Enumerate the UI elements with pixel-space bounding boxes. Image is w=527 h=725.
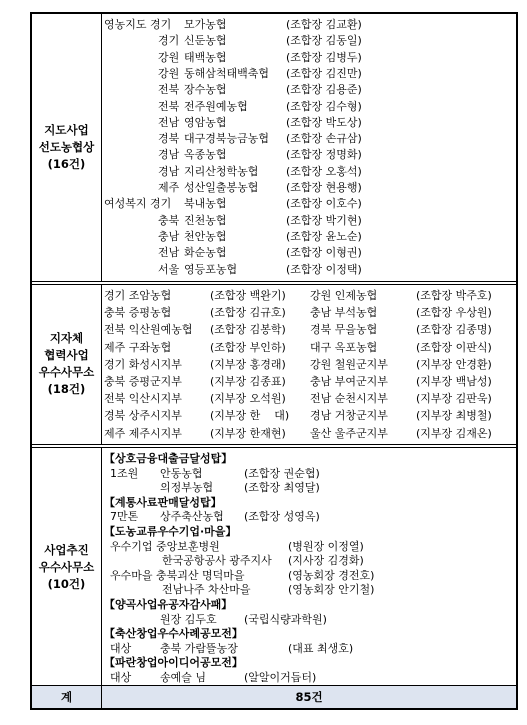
award-level: 우수마을 충북괴산 명덕마을 — [110, 568, 245, 582]
representative: (알알이거듭터) — [244, 671, 317, 684]
category-cell-local-gov — [32, 284, 102, 444]
representative: (영농회장 안기철) — [288, 583, 375, 597]
office-name: 북내농협 — [184, 197, 227, 211]
award-heading: 【상호금융대출금달성탑】 — [104, 452, 233, 465]
recipient-name: 충북 가람뜰농장 — [160, 641, 238, 655]
representative: (조합장 손규삼) — [286, 132, 362, 146]
representative: (조합장 백완기) — [210, 289, 286, 302]
representative: (조합장 우상원) — [416, 306, 492, 320]
office-name: 장수농협 — [184, 83, 227, 97]
representative: (지사장 김경화) — [288, 554, 364, 568]
representative: (조합장 부인하) — [210, 340, 286, 354]
region-label: 전북 — [158, 99, 180, 113]
office-name: 영암농협 — [184, 115, 227, 129]
representative: (지부장 최병철) — [416, 409, 492, 423]
region-label: 경북 — [158, 132, 180, 146]
total-value: 85건 — [295, 690, 323, 704]
category-line: (16건) — [47, 157, 86, 171]
region-label: 충북 — [158, 213, 180, 227]
recipient-name: 한국공항공사 광주지사 — [162, 554, 272, 568]
representative: (대표 최생호) — [288, 641, 354, 655]
office-name: 충남 부여군지부 — [310, 375, 388, 388]
office-name: 지리산청학농협 — [184, 164, 259, 178]
office-name: 경북 상주시지부 — [104, 409, 182, 423]
representative: (조합장 박주호) — [416, 289, 492, 302]
office-name: 화순농협 — [184, 246, 227, 260]
representative: (조합장 이형권) — [286, 246, 362, 260]
office-name: 대구 옥포농협 — [310, 340, 378, 354]
category-cell-guidance — [32, 14, 102, 281]
representative: (지부장 오석원) — [210, 392, 286, 406]
representative: (지부장 안경환) — [416, 357, 492, 371]
award-heading: 【양곡사업유공자감사패】 — [104, 598, 233, 611]
recipient-name: 송예슬 님 — [160, 671, 207, 684]
award-heading: 【도농교류우수기업·마을】 — [104, 525, 237, 538]
region-label: 충남 — [158, 229, 180, 243]
category-line: 협력사업 — [44, 348, 89, 362]
region-label: 전북 — [158, 83, 180, 97]
representative: (조합장 현용행) — [286, 181, 362, 194]
award-level: 1조원 — [110, 466, 139, 480]
award-level: 7만톤 — [110, 510, 139, 524]
representative: (지부장 한재현) — [210, 426, 286, 440]
office-name: 동해삼척태백축협 — [184, 66, 270, 80]
office-name: 경북 무을농협 — [310, 323, 378, 337]
region-label: 제주 — [158, 181, 180, 194]
region-label: 경남 — [158, 148, 180, 162]
office-name: 신둔농협 — [184, 34, 227, 48]
representative: (조합장 오홍석) — [286, 164, 362, 178]
office-name: 강원 인제농협 — [310, 289, 378, 302]
representative: (조합장 최영달) — [244, 481, 320, 495]
representative: (지부장 김종표) — [210, 375, 286, 388]
region-label: 강원 — [158, 50, 180, 64]
representative: (조합장 이정택) — [286, 262, 362, 276]
region-label: 강원 — [158, 66, 180, 80]
representative: (조합장 박기현) — [286, 213, 362, 227]
category-line: 사업추진 — [44, 543, 89, 557]
office-name: 강원 철원군지부 — [310, 357, 388, 371]
award-heading: 【파란창업아이디어공모전】 — [104, 656, 243, 670]
award-heading: 【계통사료판매달성탑】 — [104, 495, 222, 509]
representative: (지부장 홍경래) — [210, 357, 286, 371]
category-line: 우수사무소 — [38, 560, 95, 574]
category-line: 우수사무소 — [38, 365, 95, 379]
representative: (조합장 이판식) — [416, 340, 492, 354]
office-name: 전북 익산시지부 — [104, 392, 182, 406]
representative: (조합장 김동일) — [286, 34, 362, 48]
category-line: 지도사업 — [44, 123, 89, 137]
representative: (조합장 김교환) — [286, 18, 362, 31]
region-label: 전남 — [158, 115, 180, 129]
office-name: 경기 조암농협 — [104, 289, 172, 302]
office-name: 제주 제주시지부 — [104, 426, 182, 440]
local-gov-list — [102, 284, 516, 444]
recipient-name: 전남나주 차산마을 — [162, 583, 251, 597]
representative: (조합장 김봉학) — [210, 323, 286, 337]
representative: (병원장 이정열) — [288, 539, 364, 553]
office-name: 대구경북능금농협 — [184, 132, 270, 146]
representative: (조합장 이호수) — [286, 197, 362, 211]
office-name: 전남 순천시지부 — [310, 392, 388, 406]
region-label: 영농지도 경기 — [104, 18, 172, 31]
representative: (조합장 권순협) — [244, 466, 320, 480]
representative: (조합장 정명화) — [286, 148, 362, 162]
representative: (지부장 김재온) — [416, 426, 492, 440]
region-label: 경남 — [158, 164, 180, 178]
office-name: 태백농협 — [184, 50, 227, 64]
office-name: 경남 거창군지부 — [310, 409, 388, 423]
office-name: 제주 구좌농협 — [104, 340, 172, 354]
representative: (조합장 김진만) — [286, 66, 362, 80]
representative: (국립식량과학원) — [244, 612, 327, 626]
region-label: 경기 — [158, 34, 180, 48]
guidance-list — [102, 14, 516, 281]
representative: (조합장 김규호) — [210, 306, 286, 320]
office-name: 천안농협 — [184, 229, 227, 243]
office-name: 옥종농협 — [184, 148, 227, 162]
representative: (조합장 박도상) — [286, 115, 362, 129]
office-name: 모가농협 — [184, 18, 227, 31]
region-label: 여성복지 경기 — [104, 197, 172, 211]
office-name: 울산 울주군지부 — [310, 426, 388, 440]
region-label: 서울 — [158, 262, 180, 276]
office-name: 전북 익산원예농협 — [104, 323, 193, 337]
office-name: 충북 증평군지부 — [104, 375, 182, 388]
office-name: 성산일출봉농협 — [184, 181, 259, 194]
category-line: (10건) — [47, 577, 86, 591]
recipient-name: 원장 김두호 — [160, 612, 217, 626]
region-label: 전남 — [158, 246, 180, 260]
recipient-name: 상주축산농협 — [160, 510, 224, 524]
business-list — [102, 447, 516, 688]
category-line: 선도농협상 — [38, 140, 95, 154]
category-cell-business — [32, 447, 102, 688]
representative: (조합장 성영옥) — [244, 510, 320, 524]
representative: (조합장 윤노순) — [286, 229, 362, 243]
recipient-name: 안동농협 — [160, 466, 203, 480]
representative: (지부장 한 대) — [210, 409, 290, 423]
representative: (조합장 김종명) — [416, 323, 492, 337]
representative: (영농회장 경전호) — [288, 568, 375, 582]
office-name: 충남 부석농협 — [310, 306, 378, 320]
total-label: 계 — [32, 686, 102, 708]
category-line: (18건) — [47, 382, 86, 396]
category-line: 지자체 — [49, 331, 84, 345]
award-level: 대상 — [110, 671, 132, 684]
representative: (지부장 김판욱) — [416, 392, 492, 406]
awards-table — [30, 12, 518, 710]
representative: (조합장 김수형) — [286, 99, 362, 113]
office-name: 전주원예농협 — [184, 99, 248, 113]
office-name: 충북 증평농협 — [104, 306, 172, 320]
office-name: 진천농협 — [184, 213, 227, 227]
award-heading: 【축산창업우수사례공모전】 — [104, 627, 243, 641]
representative: (지부장 백남성) — [416, 375, 492, 388]
office-name: 경기 화성시지부 — [104, 357, 182, 371]
award-level: 우수기업 중앙보훈병원 — [110, 539, 220, 553]
representative: (조합장 김용준) — [286, 83, 362, 97]
award-level: 대상 — [110, 641, 132, 655]
recipient-name: 의정부농협 — [160, 481, 214, 495]
office-name: 영등포농협 — [184, 262, 238, 276]
representative: (조합장 김병두) — [286, 50, 362, 64]
total-row — [32, 686, 516, 708]
